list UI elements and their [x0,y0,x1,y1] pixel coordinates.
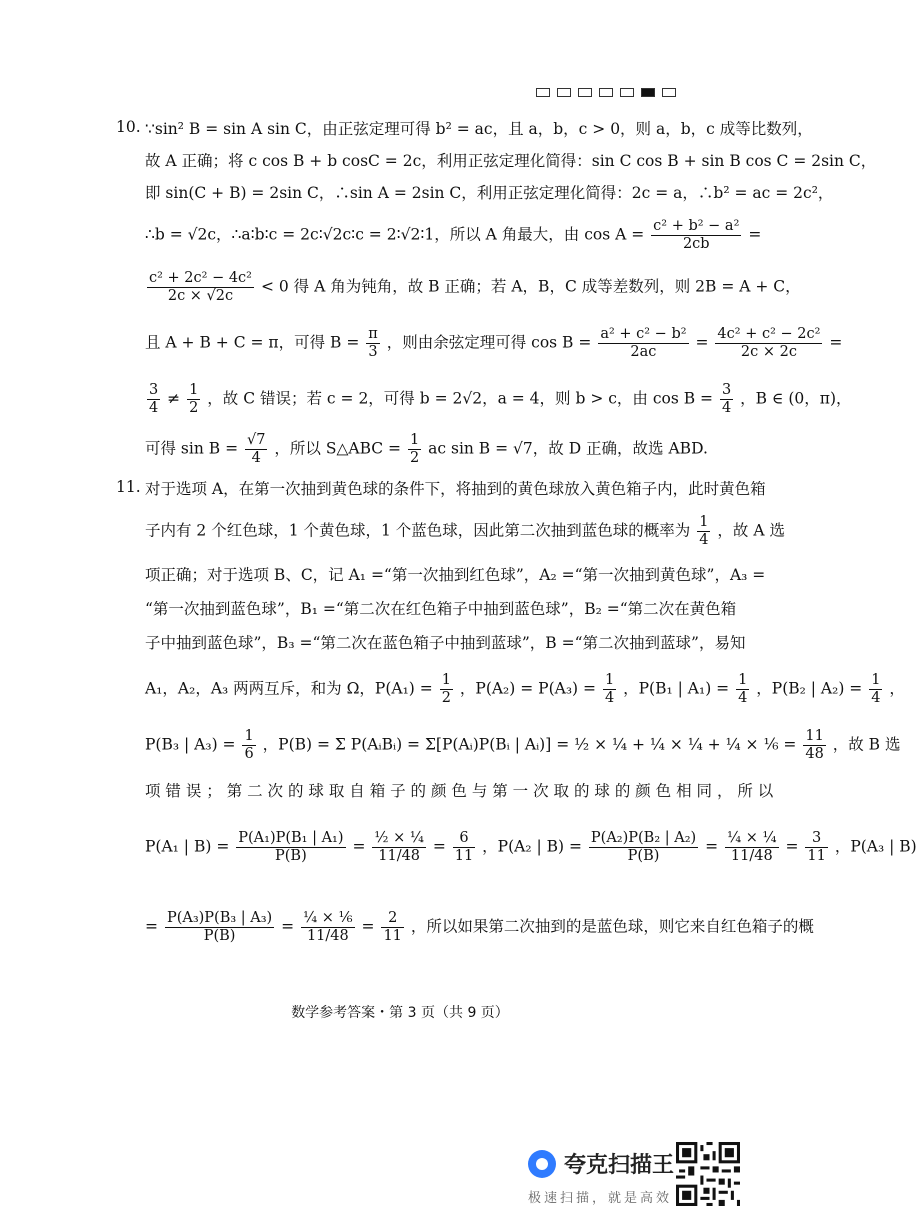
q11-line-3: 项正确；对于选项 B、C，记 A₁ =“第一次抽到红色球”，A₂ =“第一次抽到黄色球”，A₃ = [145,566,766,584]
square-icon [599,88,613,97]
brand-name: 夸克扫描王 [564,1153,675,1178]
square-icon [620,88,634,97]
fraction: $\frac{1}{6}$ [244,728,254,762]
square-icon [536,88,550,97]
q11-line-7: P(B₃ | A₃) = $\frac{1}{6}$ ，P(B) = Σ P(AᵢBᵢ) = Σ[P(Aᵢ)P(Bᵢ | Aᵢ)] = ½ × ¼ + ¼ × ¼ + ¼ × ⅙ = $\frac{11}{48}$ ，故 B 选 [145,728,901,762]
quark-logo-icon [528,1150,556,1178]
fraction: $\frac{\text{a² + c² − b²}}{2ac}$ [600,326,687,360]
square-icon [557,88,571,97]
fraction: $\frac{3}{4}$ [721,382,732,416]
q10-line-2: 故 A 正确；将 c cos B + b cosC = 2c，利用正弦定理化简得：sin C cos B + sin B cos C = 2sin C， [145,152,877,170]
fraction: $\frac{\text{c² + b² − a²}}{2cb}$ [653,218,740,252]
fraction: $\frac{1}{4}$ [699,514,709,548]
fraction: $\frac{1}{2}$ [189,382,199,416]
fraction: $\frac{\text{P(A₁)P(B₁ | A₁)}}{P(B)}$ [238,830,344,864]
fraction: $\frac{1}{4}$ [871,672,881,706]
fraction: $\frac{\pi}{3}$ [368,326,378,360]
fraction: $\frac{1}{4}$ [604,672,615,706]
q10-line-7: $\frac{3}{4}$ ≠ $\frac{1}{2}$ ，故 C 错误；若 c = 2，可得 b = 2√2，a = 4，则 b > c，由 cos B = $\frac{3}{4}$ ，B ∈ (0，π)， [149,382,852,416]
fraction: $\frac{√7}{4}$ [247,432,266,466]
fraction: $\frac{1}{4}$ [738,672,748,706]
brand-slogan: 极速扫描，就是高效 [528,1191,673,1206]
scanner-brand [528,1148,674,1179]
fraction: $\frac{3}{11}$ [807,830,826,864]
filled-square-icon [641,88,655,97]
fraction: $\frac{\text{P(A₃)P(B₃ | A₃)}}{P(B)}$ [166,910,273,944]
square-icon [578,88,592,97]
q11-line-5: 子中抽到蓝色球”，B₃ =“第二次在蓝色箱子中抽到蓝球”，B =“第二次抽到蓝球”，易知 [145,634,746,652]
fraction: $\frac{1}{2}$ [409,432,420,466]
fraction: $\frac{\text{4c² + c² − 2c²}}{2c \times 2c}$ [717,326,821,360]
q11-line-4: “第一次抽到蓝色球”，B₁ =“第二次在红色箱子中抽到蓝色球”，B₂ =“第二次在黄色箱 [145,600,737,618]
square-icon [662,88,676,97]
fraction: $\frac{3}{4}$ [149,382,159,416]
question-number-10: 10. [116,118,141,136]
fraction: $\frac{\text{¼ × ¼}}{11/48}$ [727,830,777,864]
q11-line-8: 项 错 误 ； 第 二 次 的 球 取 自 箱 子 的 颜 色 与 第 一 次 取 的 球 的 颜 色 相 同 ， 所 以 [145,782,774,800]
q11-line-6: A₁，A₂，A₃ 两两互斥，和为 Ω，P(A₁) = $\frac{1}{2}$ ，P(A₂) = P(A₃) = $\frac{1}{4}$ ，P(B₁ | A₁) = $\frac{1}{4}$ ，P(B₂ | A₂) = $\frac{1}{4}$ ， [145,672,905,706]
q10-line-1: ∵sin² B = sin A sin C，由正弦定理可得 b² = ac，且 a，b，c > 0，则 a，b，c 成等比数列， [145,120,813,138]
fraction: $\frac{\text{P(A₂)P(B₂ | A₂)}}{P(B)}$ [590,830,697,864]
q10-line-5: $\frac{\text{c² + 2c² − 4c²}}{2c \times √2c}$ < 0 得 A 角为钝角，故 B 正确；若 A，B，C 成等差数列，则 2B = A + C， [149,270,801,304]
q10-line-4: ∴b = √2c，∴a∶b∶c = 2c∶√2c∶c = 2∶√2∶1，所以 A 角最大，由 cos A = $\frac{\text{c² + b² − a²}}{2cb}$ = [145,218,762,252]
q11-line-1: 对于选项 A，在第一次抽到黄色球的条件下，将抽到的黄色球放入黄色箱子内，此时黄色箱 [145,480,766,498]
q11-line-10: = $\frac{\text{P(A₃)P(B₃ | A₃)}}{P(B)}$ = $\frac{\text{¼ × ⅙}}{11/48}$ = $\frac{2}{11}$ ，所以如果第二次抽到的是蓝色球，则它来自红色箱子的概 [145,910,814,944]
q10-line-3: 即 sin(C + B) = 2sin C，∴sin A = 2sin C，利用正弦定理化简得：2c = a，∴b² = ac = 2c²， [145,184,834,202]
fraction: $\frac{\text{c² + 2c² − 4c²}}{2c \times √2c}$ [149,270,252,304]
question-number-11: 11. [116,478,141,496]
fraction: $\frac{2}{11}$ [383,910,402,944]
fraction: $\frac{1}{2}$ [441,672,451,706]
qr-code-icon [676,1142,740,1206]
q11-line-2: 子内有 2 个红色球，1 个黄色球，1 个蓝色球，因此第二次抽到蓝色球的概率为 $\frac{1}{4}$ ，故 A 选 [145,514,785,548]
fraction: $\frac{11}{48}$ [805,728,824,762]
q11-line-9: P(A₁ | B) = $\frac{\text{P(A₁)P(B₁ | A₁)}}{P(B)}$ = $\frac{\text{½ × ¼}}{11/48}$ = $\frac{6}{11}$ ，P(A₂ | B) = $\frac{\text{P(A₂)P(B₂ | A₂)}}{P(B)}$ = $\frac{\text{¼ × ¼}}{11/48}$ = $\frac{3}{11}$ ，P(A₃ | B) [145,830,917,864]
q10-line-6: 且 A + B + C = π，可得 B = $\frac{\pi}{3}$ ，则由余弦定理可得 cos B = $\frac{\text{a² + c² − b²}}{2ac}$ = $\frac{\text{4c² + c² − 2c²}}{2c \times 2c}$ = [145,326,843,360]
page-footer: 数学参考答案・第 3 页（共 9 页） [291,1005,509,1021]
fraction: $\frac{\text{½ × ¼}}{11/48}$ [374,830,424,864]
fraction: $\frac{6}{11}$ [454,830,474,864]
fraction: $\frac{\text{¼ × ⅙}}{11/48}$ [303,910,353,944]
page-marker-squares [536,88,676,97]
q10-line-8: 可得 sin B = $\frac{√7}{4}$ ，所以 S△ABC = $\frac{1}{2}$ ac sin B = √7，故 D 正确，故选 ABD. [145,432,708,466]
